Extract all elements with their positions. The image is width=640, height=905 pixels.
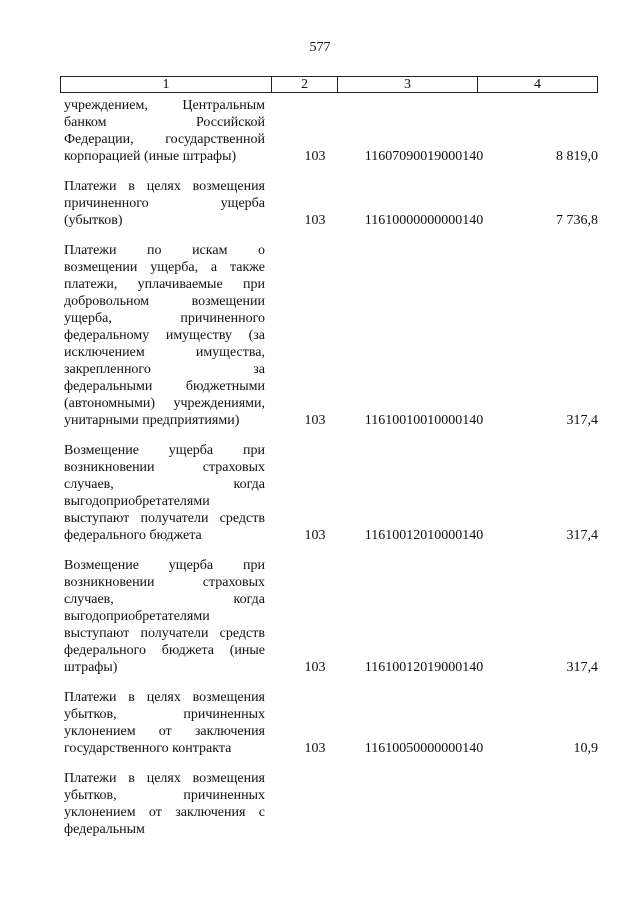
description-line: добровольном возмещении xyxy=(64,294,265,309)
description-line: унитарными предприятиями) xyxy=(64,413,240,428)
table-row xyxy=(64,97,598,165)
description-line: банком Российской xyxy=(64,115,265,130)
table-row xyxy=(64,557,598,676)
row-admin-code: 103 xyxy=(304,213,326,228)
row-description xyxy=(64,442,265,544)
description-line: возникновении страховых xyxy=(64,460,265,475)
row-admin-code: 103 xyxy=(304,413,326,428)
description-line: исключением имущества, xyxy=(64,345,265,360)
description-line: федеральному имуществу (за xyxy=(64,328,265,343)
description-line: учреждением, Центральным xyxy=(64,98,265,113)
table-row xyxy=(64,689,598,757)
column-header-1: 1 xyxy=(162,77,170,92)
row-amount: 8 819,0 xyxy=(556,149,598,164)
description-line: федерального бюджета xyxy=(64,528,202,543)
description-line: Возмещение ущерба при xyxy=(64,443,265,458)
row-description xyxy=(64,770,265,838)
description-line: выступают получатели средств xyxy=(64,511,265,526)
row-description xyxy=(64,689,265,757)
description-line: Федерации, государственной xyxy=(64,132,265,147)
row-budget-code: 11610012010000140 xyxy=(364,528,484,543)
column-header-4: 4 xyxy=(477,77,597,92)
row-description xyxy=(64,97,265,165)
description-line: государственного контракта xyxy=(64,741,232,756)
description-line: возмещении ущерба, а также xyxy=(64,260,265,275)
row-description xyxy=(64,557,265,676)
table-row xyxy=(64,442,598,544)
row-description xyxy=(64,178,265,229)
description-line: Платежи по искам о xyxy=(64,243,265,258)
row-budget-code: 11610010010000140 xyxy=(364,413,484,428)
table-row xyxy=(64,770,598,838)
page-number: 577 xyxy=(309,40,331,55)
description-line: (автономными) учреждениями, xyxy=(64,396,265,411)
description-line: случаев, когда xyxy=(64,477,265,492)
description-line: (убытков) xyxy=(64,213,123,228)
description-line: выступают получатели средств xyxy=(64,626,265,641)
row-budget-code: 11610012019000140 xyxy=(364,660,484,675)
row-admin-code: 103 xyxy=(304,741,326,756)
description-line: ущерба, причиненного xyxy=(64,311,265,326)
description-line: Платежи в целях возмещения xyxy=(64,179,265,194)
row-admin-code: 103 xyxy=(304,149,326,164)
table-row xyxy=(64,242,598,429)
description-line: выгодоприобретателями xyxy=(64,609,210,624)
description-line: случаев, когда xyxy=(64,592,265,607)
description-line: Платежи в целях возмещения xyxy=(64,690,265,705)
description-line: убытков, причиненных xyxy=(64,788,265,803)
row-admin-code: 103 xyxy=(304,660,326,675)
description-line: штрафы) xyxy=(64,660,118,675)
description-line: выгодоприобретателями xyxy=(64,494,210,509)
description-line: причиненного ущерба xyxy=(64,196,265,211)
row-amount: 317,4 xyxy=(566,413,598,428)
description-line: федеральными бюджетными xyxy=(64,379,265,394)
description-line: закрепленного за xyxy=(64,362,265,377)
column-header-row xyxy=(60,76,598,93)
row-budget-code: 11610050000000140 xyxy=(364,741,484,756)
description-line: платежи, уплачиваемые при xyxy=(64,277,265,292)
row-budget-code: 11607090019000140 xyxy=(364,149,484,164)
description-line: федерального бюджета (иные xyxy=(64,643,265,658)
description-line: уклонением от заключения с xyxy=(64,805,265,820)
row-budget-code: 11610000000000140 xyxy=(364,213,484,228)
row-amount: 317,4 xyxy=(566,528,598,543)
description-line: корпорацией (иные штрафы) xyxy=(64,149,237,164)
row-description xyxy=(64,242,265,429)
description-line: уклонением от заключения xyxy=(64,724,265,739)
description-line: Возмещение ущерба при xyxy=(64,558,265,573)
table-row xyxy=(64,178,598,229)
description-line: убытков, причиненных xyxy=(64,707,265,722)
table-body xyxy=(64,97,598,838)
row-amount: 317,4 xyxy=(566,660,598,675)
row-amount: 7 736,8 xyxy=(556,213,598,228)
description-line: федеральным xyxy=(64,822,145,837)
description-line: Платежи в целях возмещения xyxy=(64,771,265,786)
row-amount: 10,9 xyxy=(573,741,598,756)
column-header-2: 2 xyxy=(271,77,337,92)
description-line: возникновении страховых xyxy=(64,575,265,590)
row-admin-code: 103 xyxy=(304,528,326,543)
column-header-3: 3 xyxy=(337,77,477,92)
